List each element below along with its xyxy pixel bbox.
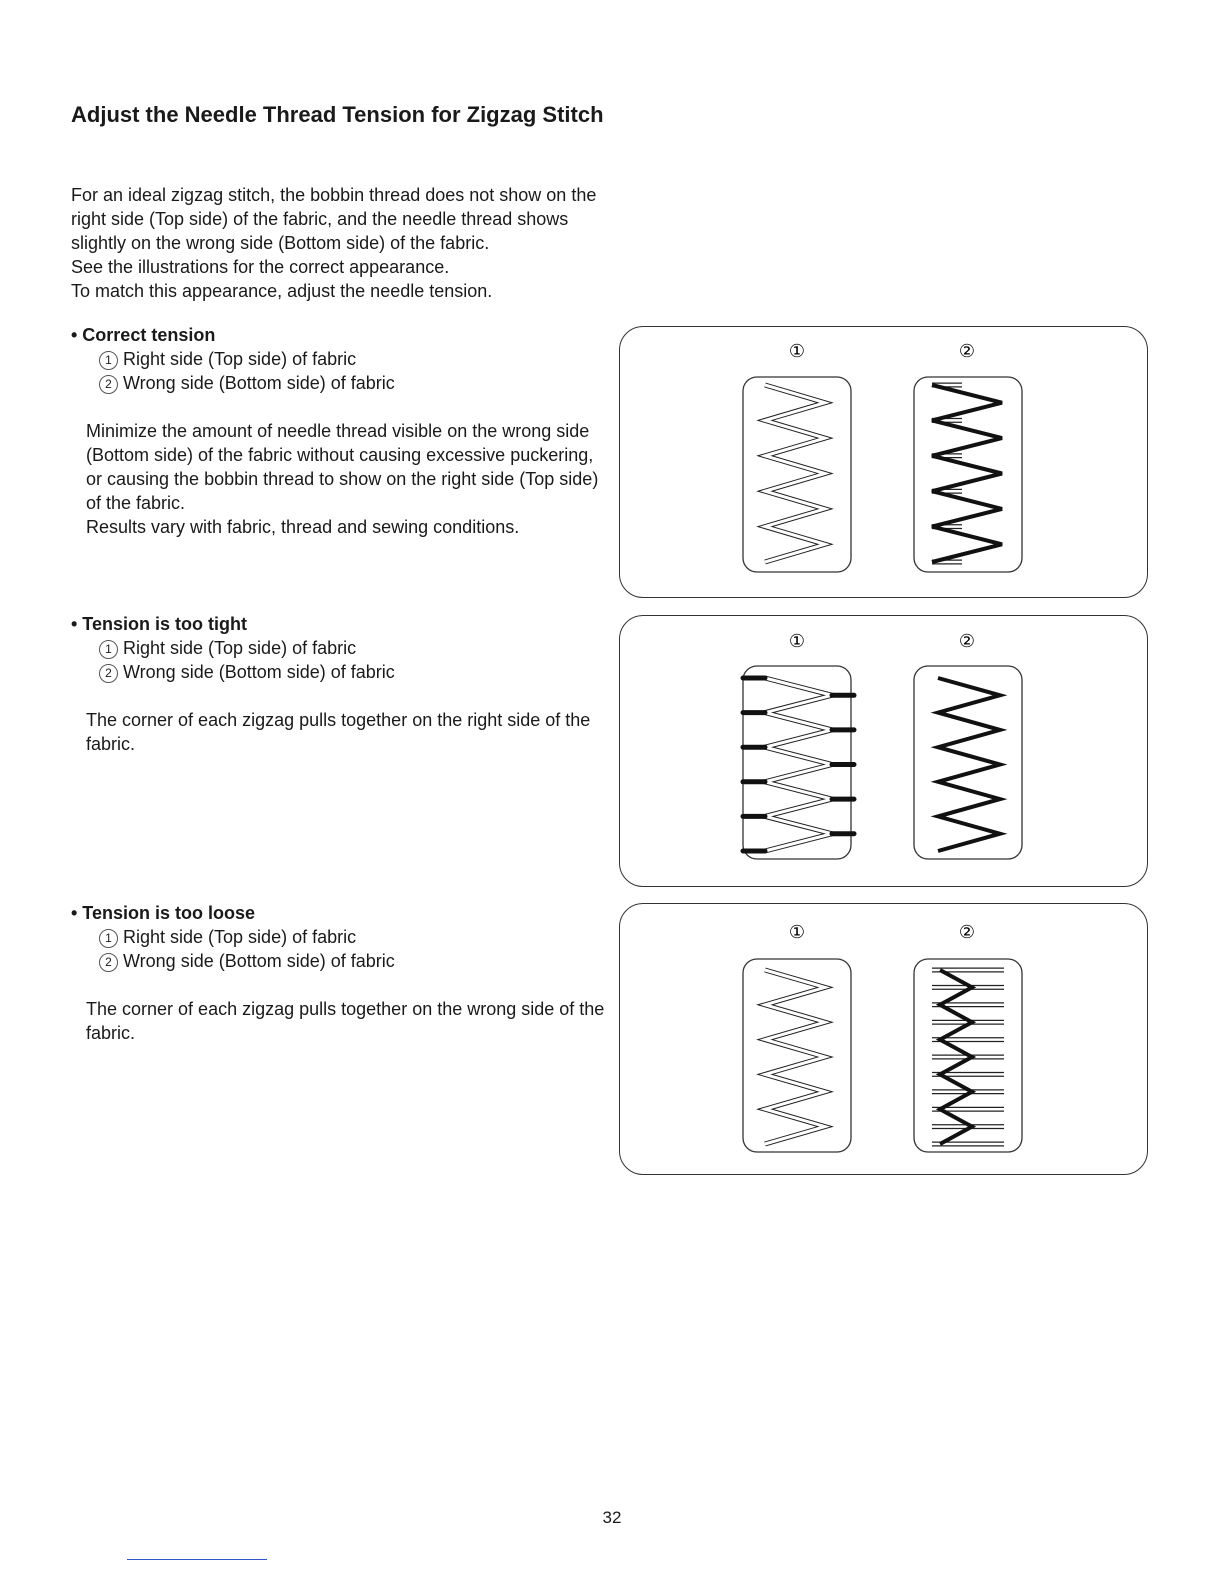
section-heading-loose: • Tension is too loose xyxy=(71,903,255,923)
panel-label-2: ② xyxy=(958,922,976,943)
section-description xyxy=(86,708,606,756)
legend-label: Wrong side (Bottom side) of fabric xyxy=(123,951,395,971)
illustration-panel-correct xyxy=(619,326,1148,598)
section-heading-tight: • Tension is too tight xyxy=(71,614,247,634)
legend-item xyxy=(99,925,395,949)
description-paragraph: Results vary with fabric, thread and sewing conditions. xyxy=(86,517,520,537)
illustration-panel-tight xyxy=(619,615,1148,887)
footer-rule xyxy=(127,1559,267,1560)
intro-paragraph: For an ideal zigzag stitch, the bobbin thread does not show on the right side (Top side) of the fabric, and the needle thread shows slightly on the wrong side (Bottom side) of the fabric. xyxy=(71,185,597,253)
circled-number: 2 xyxy=(99,375,118,394)
intro-text xyxy=(71,183,611,303)
zigzag-stitch-bottom xyxy=(932,970,1004,1144)
zigzag-illustration xyxy=(620,327,1147,597)
zigzag-illustration xyxy=(620,616,1147,886)
zigzag-illustration xyxy=(620,904,1147,1174)
section-description xyxy=(86,997,606,1045)
illustration-panel-loose xyxy=(619,903,1148,1175)
legend-list xyxy=(99,925,395,973)
legend-item xyxy=(99,636,395,660)
circled-number: 2 xyxy=(99,953,118,972)
zigzag-thread-core xyxy=(765,970,825,1144)
circled-number: 1 xyxy=(99,640,118,659)
zigzag-stitch-bottom xyxy=(932,385,1002,562)
fabric-swatch-right-side xyxy=(743,377,851,572)
legend-label: Wrong side (Bottom side) of fabric xyxy=(123,373,395,393)
fabric-swatch-wrong-side xyxy=(914,377,1022,572)
panel-label-1: ① xyxy=(788,922,806,943)
circled-number: 2 xyxy=(99,664,118,683)
legend-item xyxy=(99,660,395,684)
panel-label-1: ① xyxy=(788,341,806,362)
zigzag-thread xyxy=(938,678,1000,851)
zigzag-stitch-top xyxy=(743,678,854,851)
legend-label: Right side (Top side) of fabric xyxy=(123,638,357,658)
panel-label-1: ① xyxy=(788,631,806,652)
circled-number: 1 xyxy=(99,351,118,370)
legend-label: Right side (Top side) of fabric xyxy=(123,349,357,369)
intro-paragraph: See the illustrations for the correct appearance. xyxy=(71,257,450,277)
intro-paragraph: To match this appearance, adjust the needle tension. xyxy=(71,281,493,301)
legend-list xyxy=(99,636,395,684)
zigzag-thread xyxy=(932,385,1002,562)
legend-item xyxy=(99,371,395,395)
circled-number: 1 xyxy=(99,929,118,948)
zigzag-thread-core xyxy=(765,385,825,562)
zigzag-stitch-top xyxy=(765,970,825,1144)
description-paragraph: The corner of each zigzag pulls together on the right side of the fabric. xyxy=(86,710,591,754)
legend-label: Wrong side (Bottom side) of fabric xyxy=(123,662,395,682)
legend-label: Right side (Top side) of fabric xyxy=(123,927,357,947)
zigzag-thread-core xyxy=(765,678,832,851)
description-paragraph: Minimize the amount of needle thread visible on the wrong side (Bottom side) of the fabric without causing excessive puckering, or causing the bobbin thread to show on the right side (Top side) of the fabric. xyxy=(86,421,599,513)
zigzag-stitch-top xyxy=(765,385,825,562)
page-number: 32 xyxy=(602,1508,622,1527)
page-title: Adjust the Needle Thread Tension for Zigzag Stitch xyxy=(71,102,604,127)
section-heading-correct: • Correct tension xyxy=(71,325,216,345)
legend-item xyxy=(99,949,395,973)
panel-label-2: ② xyxy=(958,341,976,362)
section-description xyxy=(86,419,606,539)
legend-list xyxy=(99,347,395,395)
fabric-swatch-right-side xyxy=(743,959,851,1152)
description-paragraph: The corner of each zigzag pulls together on the wrong side of the fabric. xyxy=(86,999,605,1043)
legend-item xyxy=(99,347,395,371)
panel-label-2: ② xyxy=(958,631,976,652)
zigzag-stitch-bottom xyxy=(938,678,1000,851)
